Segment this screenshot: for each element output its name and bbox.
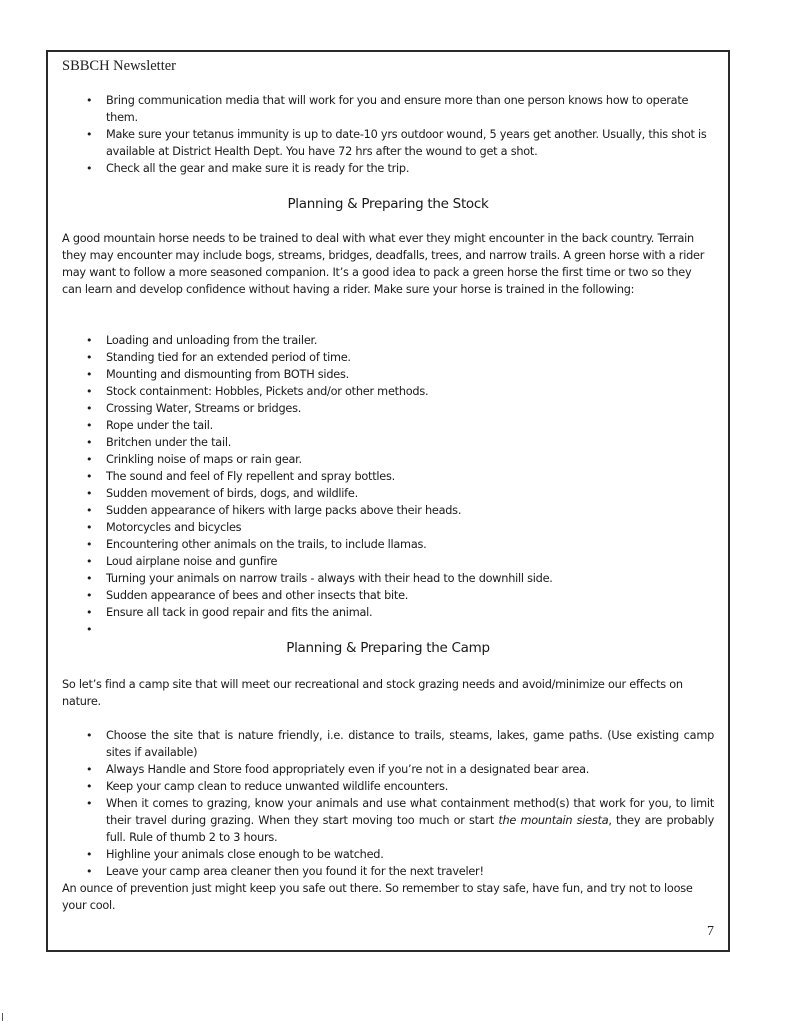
list-item: • Mounting and dismounting from BOTH sides. [62, 366, 714, 383]
mountain-siesta-italic: the mountain siesta [498, 814, 609, 827]
stock-paragraph: A good mountain horse needs to be trained to deal with what ever they might encounter in the back country. Terrain they may encounter may include bogs, streams, bridges, deadfalls, trees, and narrow trails. A green horse with a rider may want to follow a more seasoned companion. It’s a good idea to pack a green horse the first time or two so they can learn and develop confidence without having a rider. Make sure your horse is trained in the following: [62, 232, 705, 296]
list-item: • Keep your camp clean to reduce unwanted wildlife encounters. [62, 778, 714, 795]
list-item: • Motorcycles and bicycles [62, 519, 714, 536]
list-item: • Highline your animals close enough to be watched. [62, 846, 714, 863]
list-item: • Sudden movement of birds, dogs, and wildlife. [62, 485, 714, 502]
section-heading-stock: Planning & Preparing the Stock [287, 196, 489, 212]
stock-training-list [62, 332, 714, 638]
list-item: • Ensure all tack in good repair and fits the animal. [62, 604, 714, 621]
list-item: • Encountering other animals on the trails, to include llamas. [62, 536, 714, 553]
list-item: • Britchen under the tail. [62, 434, 714, 451]
section-heading-camp: Planning & Preparing the Camp [286, 640, 490, 656]
list-item: • Make sure your tetanus immunity is up to date-10 yrs outdoor wound, 5 years get another. Usually, this shot is available at District Health Dept. You have 72 hrs after the wound to get a shot. [62, 126, 714, 160]
list-item: • Standing tied for an extended period of time. [62, 349, 714, 366]
list-item: • Stock containment: Hobbles, Pickets and/or other methods. [62, 383, 714, 400]
list-item: • Crossing Water, Streams or bridges. [62, 400, 714, 417]
list-item: • Sudden appearance of bees and other insects that bite. [62, 587, 714, 604]
list-item: • Check all the gear and make sure it is ready for the trip. [62, 160, 714, 177]
grazing-text-end: , they are probably full. Rule of thumb 2 to 3 hours. [106, 814, 715, 844]
list-item: • The sound and feel of Fly repellent and spray bottles. [62, 468, 714, 485]
list-item: • Bring communication media that will work for you and ensure more than one person knows how to operate them. [62, 92, 714, 126]
newsletter-page [46, 50, 730, 952]
list-item: • Always Handle and Store food appropriately even if you’re not in a designated bear area. [62, 761, 714, 778]
list-item: • Loud airplane noise and gunfire [62, 553, 714, 570]
list-item-empty [62, 621, 714, 638]
newsletter-title: SBBCH Newsletter [62, 58, 176, 74]
scan-artifact [2, 1013, 3, 1021]
page-number: 7 [707, 924, 714, 939]
list-item: • Choose the site that is nature friendly, i.e. distance to trails, steams, lakes, game paths. (Use existing camp sites if available) [62, 727, 714, 761]
list-item: • Loading and unloading from the trailer. [62, 332, 714, 349]
camp-guidelines-list [62, 727, 714, 880]
list-item: • Rope under the tail. [62, 417, 714, 434]
list-item: • Turning your animals on narrow trails - always with their head to the downhill side. [62, 570, 714, 587]
list-item: • Crinkling noise of maps or rain gear. [62, 451, 714, 468]
closing-paragraph: An ounce of prevention just might keep you safe out there. So remember to stay safe, have fun, and try not to loose your cool. [62, 882, 693, 912]
list-item: • Leave your camp area cleaner then you found it for the next traveler! [62, 863, 714, 880]
camp-paragraph: So let’s find a camp site that will meet our recreational and stock grazing needs and avoid/minimize our effects on nature. [62, 678, 683, 708]
list-item [62, 795, 714, 846]
grazing-text-start: When it comes to grazing, know your animals and use what containment method(s) that work for you, to limit their travel during grazing. When they start moving too much or start [106, 797, 714, 827]
list-item: • Sudden appearance of hikers with large packs above their heads. [62, 502, 714, 519]
intro-bullet-list [62, 92, 714, 177]
